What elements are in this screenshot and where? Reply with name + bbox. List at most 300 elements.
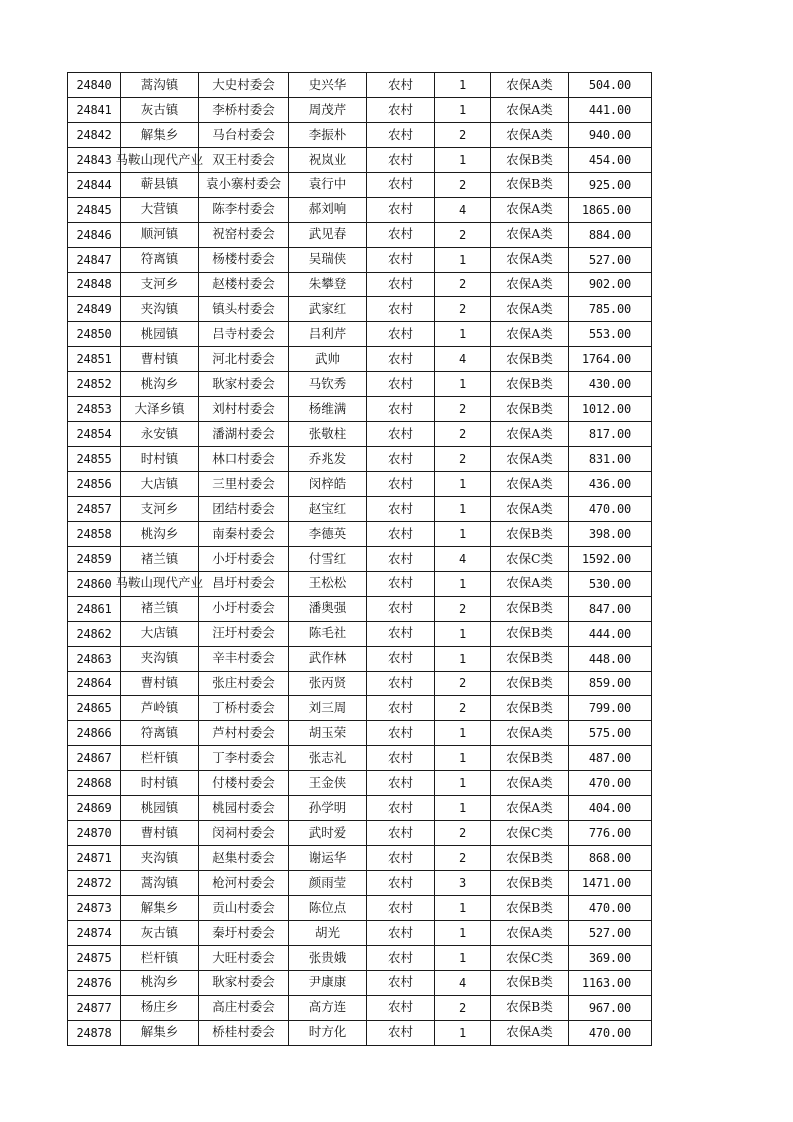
person-name-cell: 赵宝红 <box>289 496 367 521</box>
household-type-cell: 农村 <box>367 272 435 297</box>
person-name-cell: 武时爱 <box>289 821 367 846</box>
person-name-cell: 李振朴 <box>289 122 367 147</box>
record-id-cell: 24870 <box>68 821 121 846</box>
household-type-cell: 农村 <box>367 546 435 571</box>
person-name-cell: 乔兆发 <box>289 447 367 472</box>
insurance-category-cell: 农保B类 <box>491 521 569 546</box>
town-cell: 支河乡 <box>121 272 199 297</box>
record-id-cell: 24871 <box>68 846 121 871</box>
amount-cell: 776.00 <box>569 821 652 846</box>
amount-cell: 398.00 <box>569 521 652 546</box>
table-row <box>68 646 652 671</box>
table-row <box>68 995 652 1020</box>
insurance-category-cell: 农保A类 <box>491 73 569 98</box>
amount-cell: 470.00 <box>569 496 652 521</box>
person-name-cell: 刘三周 <box>289 696 367 721</box>
person-name-cell: 谢运华 <box>289 846 367 871</box>
table-row <box>68 73 652 98</box>
amount-cell: 799.00 <box>569 696 652 721</box>
town-cell: 曹村镇 <box>121 671 199 696</box>
village-committee-cell: 张庄村委会 <box>199 671 289 696</box>
member-count-cell: 1 <box>435 97 491 122</box>
table-row <box>68 571 652 596</box>
village-committee-cell: 高庄村委会 <box>199 995 289 1020</box>
member-count-cell: 1 <box>435 721 491 746</box>
table-row <box>68 272 652 297</box>
record-id-cell: 24863 <box>68 646 121 671</box>
record-id-cell: 24860 <box>68 571 121 596</box>
village-committee-cell: 秦圩村委会 <box>199 920 289 945</box>
insurance-category-cell: 农保B类 <box>491 372 569 397</box>
household-type-cell: 农村 <box>367 222 435 247</box>
village-committee-cell: 汪圩村委会 <box>199 621 289 646</box>
household-type-cell: 农村 <box>367 920 435 945</box>
household-type-cell: 农村 <box>367 696 435 721</box>
table-body <box>68 73 652 1046</box>
person-name-cell: 胡光 <box>289 920 367 945</box>
person-name-cell: 付雪红 <box>289 546 367 571</box>
insurance-category-cell: 农保B类 <box>491 696 569 721</box>
member-count-cell: 1 <box>435 621 491 646</box>
household-type-cell: 农村 <box>367 372 435 397</box>
record-id-cell: 24875 <box>68 945 121 970</box>
member-count-cell: 1 <box>435 372 491 397</box>
town-cell: 蒿沟镇 <box>121 871 199 896</box>
household-type-cell: 农村 <box>367 621 435 646</box>
amount-cell: 487.00 <box>569 746 652 771</box>
member-count-cell: 2 <box>435 995 491 1020</box>
town-cell: 时村镇 <box>121 771 199 796</box>
table-row <box>68 197 652 222</box>
member-count-cell: 1 <box>435 472 491 497</box>
table-row <box>68 970 652 995</box>
record-id-cell: 24853 <box>68 397 121 422</box>
record-id-cell: 24876 <box>68 970 121 995</box>
amount-cell: 884.00 <box>569 222 652 247</box>
member-count-cell: 2 <box>435 397 491 422</box>
village-committee-cell: 双王村委会 <box>199 147 289 172</box>
record-id-cell: 24859 <box>68 546 121 571</box>
amount-cell: 940.00 <box>569 122 652 147</box>
member-count-cell: 1 <box>435 796 491 821</box>
table-row <box>68 546 652 571</box>
record-id-cell: 24868 <box>68 771 121 796</box>
household-type-cell: 农村 <box>367 945 435 970</box>
insurance-category-cell: 农保A类 <box>491 322 569 347</box>
amount-cell: 1592.00 <box>569 546 652 571</box>
village-committee-cell: 丁桥村委会 <box>199 696 289 721</box>
table-row <box>68 596 652 621</box>
table-row <box>68 796 652 821</box>
insurance-category-cell: 农保B类 <box>491 147 569 172</box>
record-id-cell: 24864 <box>68 671 121 696</box>
record-id-cell: 24872 <box>68 871 121 896</box>
household-type-cell: 农村 <box>367 172 435 197</box>
member-count-cell: 4 <box>435 546 491 571</box>
member-count-cell: 1 <box>435 1020 491 1045</box>
town-cell: 桃沟乡 <box>121 372 199 397</box>
table-row <box>68 297 652 322</box>
amount-cell: 859.00 <box>569 671 652 696</box>
household-type-cell: 农村 <box>367 73 435 98</box>
record-id-cell: 24858 <box>68 521 121 546</box>
amount-cell: 441.00 <box>569 97 652 122</box>
town-cell: 永安镇 <box>121 422 199 447</box>
village-committee-cell: 贡山村委会 <box>199 895 289 920</box>
table-row <box>68 771 652 796</box>
member-count-cell: 1 <box>435 73 491 98</box>
person-name-cell: 颜雨莹 <box>289 871 367 896</box>
person-name-cell: 张丙贤 <box>289 671 367 696</box>
village-committee-cell: 袁小寨村委会 <box>199 172 289 197</box>
household-type-cell: 农村 <box>367 671 435 696</box>
amount-cell: 470.00 <box>569 895 652 920</box>
town-cell: 灰古镇 <box>121 97 199 122</box>
insurance-category-cell: 农保B类 <box>491 347 569 372</box>
record-id-cell: 24850 <box>68 322 121 347</box>
member-count-cell: 2 <box>435 272 491 297</box>
record-id-cell: 24867 <box>68 746 121 771</box>
record-id-cell: 24861 <box>68 596 121 621</box>
person-name-cell: 郝刘响 <box>289 197 367 222</box>
table-row <box>68 122 652 147</box>
household-type-cell: 农村 <box>367 995 435 1020</box>
member-count-cell: 1 <box>435 571 491 596</box>
village-committee-cell: 闵祠村委会 <box>199 821 289 846</box>
village-committee-cell: 三里村委会 <box>199 472 289 497</box>
record-id-cell: 24841 <box>68 97 121 122</box>
town-cell: 蕲县镇 <box>121 172 199 197</box>
member-count-cell: 1 <box>435 322 491 347</box>
household-type-cell: 农村 <box>367 1020 435 1045</box>
table-row <box>68 521 652 546</box>
town-cell: 大泽乡镇 <box>121 397 199 422</box>
table-row <box>68 945 652 970</box>
town-cell: 符离镇 <box>121 247 199 272</box>
table-row <box>68 147 652 172</box>
insurance-category-cell: 农保A类 <box>491 297 569 322</box>
table-row <box>68 846 652 871</box>
amount-cell: 444.00 <box>569 621 652 646</box>
village-committee-cell: 赵楼村委会 <box>199 272 289 297</box>
person-name-cell: 吕利芹 <box>289 322 367 347</box>
member-count-cell: 1 <box>435 496 491 521</box>
person-name-cell: 武家红 <box>289 297 367 322</box>
town-cell: 桃园镇 <box>121 322 199 347</box>
amount-cell: 470.00 <box>569 1020 652 1045</box>
village-committee-cell: 芦村村委会 <box>199 721 289 746</box>
amount-cell: 448.00 <box>569 646 652 671</box>
village-committee-cell: 吕寺村委会 <box>199 322 289 347</box>
person-name-cell: 马钦秀 <box>289 372 367 397</box>
insurance-category-cell: 农保A类 <box>491 571 569 596</box>
table-row <box>68 372 652 397</box>
record-id-cell: 24869 <box>68 796 121 821</box>
member-count-cell: 4 <box>435 970 491 995</box>
table-row <box>68 746 652 771</box>
village-committee-cell: 枪河村委会 <box>199 871 289 896</box>
insurance-category-cell: 农保A类 <box>491 721 569 746</box>
village-committee-cell: 辛丰村委会 <box>199 646 289 671</box>
insurance-category-cell: 农保B类 <box>491 621 569 646</box>
member-count-cell: 2 <box>435 172 491 197</box>
town-cell: 芦岭镇 <box>121 696 199 721</box>
amount-cell: 530.00 <box>569 571 652 596</box>
insurance-category-cell: 农保B类 <box>491 846 569 871</box>
member-count-cell: 2 <box>435 671 491 696</box>
household-type-cell: 农村 <box>367 447 435 472</box>
record-id-cell: 24847 <box>68 247 121 272</box>
record-id-cell: 24840 <box>68 73 121 98</box>
record-id-cell: 24842 <box>68 122 121 147</box>
insurance-category-cell: 农保A类 <box>491 97 569 122</box>
insurance-category-cell: 农保C类 <box>491 546 569 571</box>
person-name-cell: 武见春 <box>289 222 367 247</box>
town-cell: 大营镇 <box>121 197 199 222</box>
amount-cell: 1163.00 <box>569 970 652 995</box>
household-type-cell: 农村 <box>367 397 435 422</box>
insurance-category-cell: 农保A类 <box>491 122 569 147</box>
person-name-cell: 周茂芹 <box>289 97 367 122</box>
insurance-category-cell: 农保B类 <box>491 671 569 696</box>
person-name-cell: 武作林 <box>289 646 367 671</box>
member-count-cell: 2 <box>435 696 491 721</box>
insurance-category-cell: 农保B类 <box>491 970 569 995</box>
town-cell: 褚兰镇 <box>121 596 199 621</box>
village-committee-cell: 大旺村委会 <box>199 945 289 970</box>
village-committee-cell: 桥桂村委会 <box>199 1020 289 1045</box>
member-count-cell: 3 <box>435 871 491 896</box>
amount-cell: 925.00 <box>569 172 652 197</box>
person-name-cell: 陈毛社 <box>289 621 367 646</box>
member-count-cell: 1 <box>435 521 491 546</box>
amount-cell: 902.00 <box>569 272 652 297</box>
insurance-category-cell: 农保B类 <box>491 895 569 920</box>
town-cell: 桃沟乡 <box>121 970 199 995</box>
household-type-cell: 农村 <box>367 422 435 447</box>
table-row <box>68 347 652 372</box>
town-cell: 桃沟乡 <box>121 521 199 546</box>
amount-cell: 868.00 <box>569 846 652 871</box>
household-type-cell: 农村 <box>367 721 435 746</box>
amount-cell: 504.00 <box>569 73 652 98</box>
amount-cell: 1471.00 <box>569 871 652 896</box>
village-committee-cell: 马台村委会 <box>199 122 289 147</box>
person-name-cell: 王松松 <box>289 571 367 596</box>
table-row <box>68 97 652 122</box>
insurance-category-cell: 农保B类 <box>491 172 569 197</box>
member-count-cell: 2 <box>435 447 491 472</box>
amount-cell: 369.00 <box>569 945 652 970</box>
person-name-cell: 吴瑞侠 <box>289 247 367 272</box>
town-cell: 夹沟镇 <box>121 297 199 322</box>
insurance-category-cell: 农保A类 <box>491 197 569 222</box>
insurance-category-cell: 农保A类 <box>491 920 569 945</box>
insurance-category-cell: 农保B类 <box>491 746 569 771</box>
table-row <box>68 721 652 746</box>
record-id-cell: 24854 <box>68 422 121 447</box>
household-type-cell: 农村 <box>367 97 435 122</box>
amount-cell: 436.00 <box>569 472 652 497</box>
town-cell: 曹村镇 <box>121 821 199 846</box>
insurance-category-cell: 农保A类 <box>491 222 569 247</box>
person-name-cell: 尹康康 <box>289 970 367 995</box>
record-id-cell: 24874 <box>68 920 121 945</box>
amount-cell: 847.00 <box>569 596 652 621</box>
member-count-cell: 2 <box>435 596 491 621</box>
village-committee-cell: 小圩村委会 <box>199 596 289 621</box>
amount-cell: 575.00 <box>569 721 652 746</box>
town-cell: 桃园镇 <box>121 796 199 821</box>
village-committee-cell: 赵集村委会 <box>199 846 289 871</box>
household-type-cell: 农村 <box>367 496 435 521</box>
insurance-category-cell: 农保B类 <box>491 397 569 422</box>
record-id-cell: 24857 <box>68 496 121 521</box>
town-cell: 解集乡 <box>121 1020 199 1045</box>
table-row <box>68 895 652 920</box>
household-type-cell: 农村 <box>367 247 435 272</box>
village-committee-cell: 潘湖村委会 <box>199 422 289 447</box>
person-name-cell: 胡玉荣 <box>289 721 367 746</box>
record-id-cell: 24878 <box>68 1020 121 1045</box>
person-name-cell: 李德英 <box>289 521 367 546</box>
insurance-category-cell: 农保A类 <box>491 272 569 297</box>
person-name-cell: 杨维满 <box>289 397 367 422</box>
table-row <box>68 671 652 696</box>
town-cell: 夹沟镇 <box>121 846 199 871</box>
household-type-cell: 农村 <box>367 871 435 896</box>
person-name-cell: 孙学明 <box>289 796 367 821</box>
household-type-cell: 农村 <box>367 347 435 372</box>
insurance-category-cell: 农保A类 <box>491 472 569 497</box>
village-committee-cell: 李桥村委会 <box>199 97 289 122</box>
village-committee-cell: 大史村委会 <box>199 73 289 98</box>
member-count-cell: 1 <box>435 771 491 796</box>
record-id-cell: 24845 <box>68 197 121 222</box>
record-id-cell: 24856 <box>68 472 121 497</box>
record-id-cell: 24846 <box>68 222 121 247</box>
member-count-cell: 1 <box>435 746 491 771</box>
table-row <box>68 821 652 846</box>
household-type-cell: 农村 <box>367 147 435 172</box>
table-row <box>68 247 652 272</box>
record-id-cell: 24851 <box>68 347 121 372</box>
town-cell: 马鞍山现代产业 <box>121 571 199 596</box>
village-committee-cell: 河北村委会 <box>199 347 289 372</box>
village-committee-cell: 祝窑村委会 <box>199 222 289 247</box>
amount-cell: 527.00 <box>569 920 652 945</box>
insurance-category-cell: 农保C类 <box>491 945 569 970</box>
record-id-cell: 24849 <box>68 297 121 322</box>
table-row <box>68 696 652 721</box>
amount-cell: 1012.00 <box>569 397 652 422</box>
town-cell: 支河乡 <box>121 496 199 521</box>
town-cell: 夹沟镇 <box>121 646 199 671</box>
amount-cell: 785.00 <box>569 297 652 322</box>
table-row <box>68 322 652 347</box>
record-id-cell: 24855 <box>68 447 121 472</box>
person-name-cell: 袁行中 <box>289 172 367 197</box>
record-id-cell: 24866 <box>68 721 121 746</box>
household-type-cell: 农村 <box>367 122 435 147</box>
village-committee-cell: 丁李村委会 <box>199 746 289 771</box>
household-type-cell: 农村 <box>367 571 435 596</box>
household-type-cell: 农村 <box>367 895 435 920</box>
household-type-cell: 农村 <box>367 771 435 796</box>
table-row <box>68 172 652 197</box>
amount-cell: 1764.00 <box>569 347 652 372</box>
household-type-cell: 农村 <box>367 821 435 846</box>
person-name-cell: 王金侠 <box>289 771 367 796</box>
amount-cell: 470.00 <box>569 771 652 796</box>
records-table <box>67 72 652 1046</box>
table-row <box>68 621 652 646</box>
household-type-cell: 农村 <box>367 322 435 347</box>
record-id-cell: 24848 <box>68 272 121 297</box>
amount-cell: 817.00 <box>569 422 652 447</box>
village-committee-cell: 耿家村委会 <box>199 970 289 995</box>
table-row <box>68 447 652 472</box>
record-id-cell: 24865 <box>68 696 121 721</box>
town-cell: 大店镇 <box>121 621 199 646</box>
amount-cell: 553.00 <box>569 322 652 347</box>
household-type-cell: 农村 <box>367 746 435 771</box>
insurance-category-cell: 农保B类 <box>491 596 569 621</box>
record-id-cell: 24877 <box>68 995 121 1020</box>
person-name-cell: 时方化 <box>289 1020 367 1045</box>
member-count-cell: 4 <box>435 347 491 372</box>
insurance-category-cell: 农保A类 <box>491 771 569 796</box>
insurance-category-cell: 农保B类 <box>491 995 569 1020</box>
village-committee-cell: 桃园村委会 <box>199 796 289 821</box>
amount-cell: 430.00 <box>569 372 652 397</box>
person-name-cell: 高方连 <box>289 995 367 1020</box>
amount-cell: 404.00 <box>569 796 652 821</box>
person-name-cell: 陈位点 <box>289 895 367 920</box>
member-count-cell: 2 <box>435 297 491 322</box>
insurance-category-cell: 农保A类 <box>491 796 569 821</box>
record-id-cell: 24852 <box>68 372 121 397</box>
person-name-cell: 闵梓皓 <box>289 472 367 497</box>
village-committee-cell: 团结村委会 <box>199 496 289 521</box>
household-type-cell: 农村 <box>367 970 435 995</box>
member-count-cell: 2 <box>435 222 491 247</box>
person-name-cell: 张敬柱 <box>289 422 367 447</box>
town-cell: 栏杆镇 <box>121 945 199 970</box>
member-count-cell: 1 <box>435 147 491 172</box>
village-committee-cell: 刘村村委会 <box>199 397 289 422</box>
table-row <box>68 397 652 422</box>
village-committee-cell: 付楼村委会 <box>199 771 289 796</box>
town-cell: 杨庄乡 <box>121 995 199 1020</box>
record-id-cell: 24844 <box>68 172 121 197</box>
town-cell: 马鞍山现代产业 <box>121 147 199 172</box>
town-cell: 褚兰镇 <box>121 546 199 571</box>
person-name-cell: 武帅 <box>289 347 367 372</box>
member-count-cell: 1 <box>435 895 491 920</box>
town-cell: 灰古镇 <box>121 920 199 945</box>
town-cell: 曹村镇 <box>121 347 199 372</box>
village-committee-cell: 林口村委会 <box>199 447 289 472</box>
household-type-cell: 农村 <box>367 796 435 821</box>
person-name-cell: 朱攀登 <box>289 272 367 297</box>
town-cell: 顺河镇 <box>121 222 199 247</box>
person-name-cell: 张贵娥 <box>289 945 367 970</box>
village-committee-cell: 杨楼村委会 <box>199 247 289 272</box>
household-type-cell: 农村 <box>367 521 435 546</box>
town-cell: 符离镇 <box>121 721 199 746</box>
record-id-cell: 24873 <box>68 895 121 920</box>
